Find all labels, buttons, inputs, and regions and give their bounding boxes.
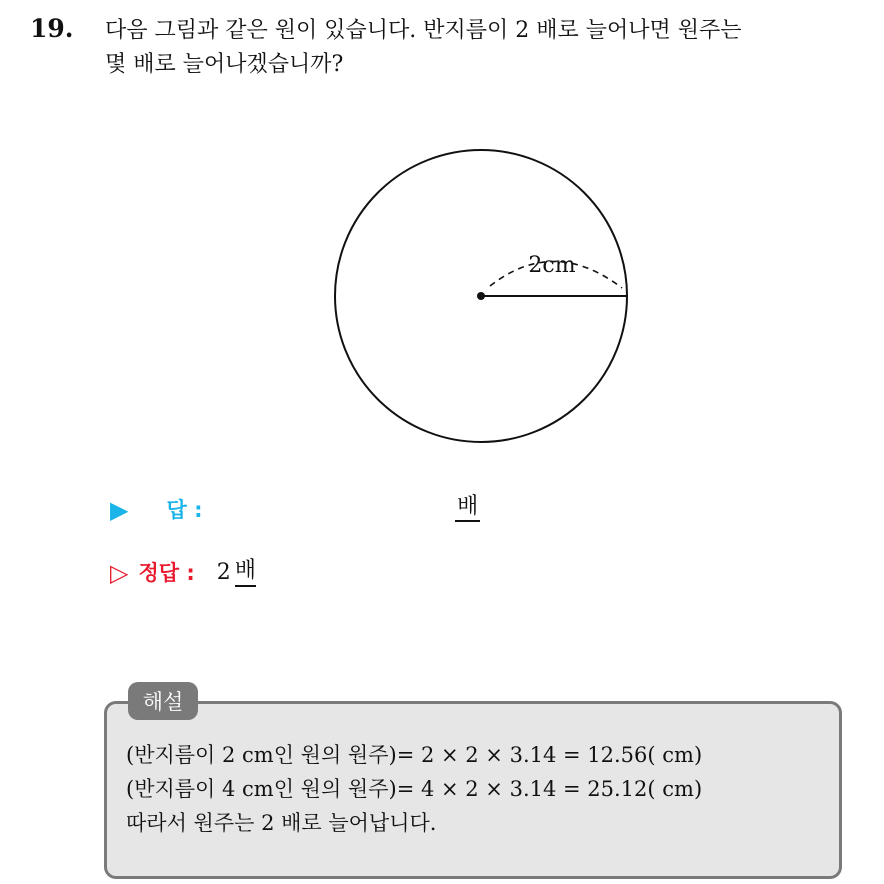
answer-label: 답 :: [166, 498, 203, 522]
correct-answer-value: 2: [216, 560, 231, 585]
question-text: [105, 14, 875, 82]
play-arrow-icon: ▶: [110, 496, 129, 524]
question-number: 19.: [30, 14, 74, 43]
center-point: [477, 292, 485, 300]
correct-answer-label: 정답 :: [138, 561, 195, 585]
outline-arrow-icon: ▷: [110, 559, 129, 587]
explanation-text: [126, 738, 702, 840]
answer-row: [110, 496, 202, 524]
question-line-1: 다음 그림과 같은 원이 있습니다. 반지름이 2 배로 늘어나면 원주는: [105, 18, 742, 43]
correct-answer-unit: 배: [235, 557, 256, 587]
circle-figure: [330, 148, 632, 450]
explanation-line: (반지름이 2 cm인 원의 원주)= 2 × 2 × 3.14 = 12.56( cm): [126, 743, 703, 767]
answer-unit: 배: [455, 494, 480, 522]
explanation-tab: 해설: [128, 682, 198, 720]
radius-label: 2cm: [528, 253, 576, 278]
explanation-line: (반지름이 4 cm인 원의 원주)= 4 × 2 × 3.14 = 25.12( cm): [126, 777, 703, 801]
correct-answer-row: [110, 557, 256, 587]
explanation-line: 따라서 원주는 2 배로 늘어납니다.: [126, 811, 437, 835]
question-line-2: 몇 배로 늘어나겠습니까?: [105, 52, 344, 77]
